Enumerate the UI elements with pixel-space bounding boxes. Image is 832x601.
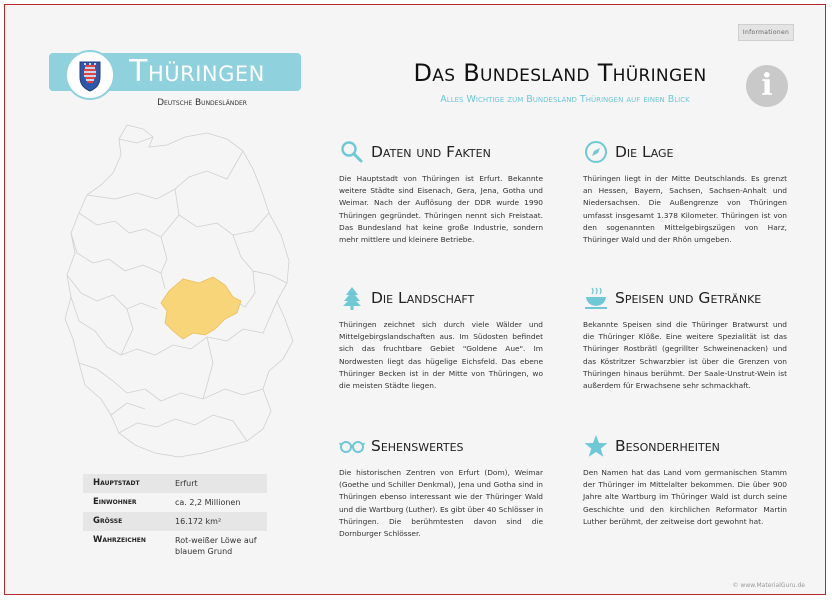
magnifier-icon — [339, 139, 365, 165]
info-tag: Informationen — [738, 24, 794, 41]
bowl-icon — [583, 285, 609, 311]
section-landschaft — [339, 285, 543, 392]
state-name: Thüringen — [129, 54, 265, 89]
fact-value: Rot-weißer Löwe auf blauem Grund — [175, 536, 257, 556]
fact-value: ca. 2,2 Millionen — [175, 498, 241, 507]
section-sehenswertes — [339, 433, 543, 540]
page-title: Das Bundesland Thüringen — [413, 59, 707, 87]
section-text: Thüringen liegt in der Mitte Deutschlands. Es grenzt an Hessen, Bayern, Sachsen, Sachsen-Anhalt und Niedersachsen. Die Außengrenze von Thüringen umfasst insgesamt 1.378 Kilometer. Thüringen ist von den sogenannten Mittelgebirgszügen von Harz, Thüringer Wald und der Rhön umgeben. — [583, 174, 787, 245]
section-text: Die historischen Zentren von Erfurt (Dom), Weimar (Goethe und Schiller Denkmal), Jena und Gotha sind in Thüringen ebenso interessant wie der Thüringer Wald und die Wartburg (Luther). Es gibt über 40 Schlösser in Thüringen. Die berühmtesten davon sind die Dornburger Schlösser. — [339, 468, 543, 539]
fact-key: Wahrzeichen — [93, 535, 146, 545]
fact-key: Größe — [93, 516, 123, 526]
thuringia-region — [161, 277, 241, 339]
page-subtitle: Alles Wichtige zum Bundesland Thüringen auf einen Blick — [440, 94, 690, 105]
fact-key: Hauptstadt — [93, 478, 140, 488]
section-text: Bekannte Speisen sind die Thüringer Bratwurst und die Thüringer Klöße. Eine weitere Spezialität ist das Thüringer Rostbrätl (gegrillter Schweinenacken) und das Köstritzer Schwarzbier ist über die Grenzen von Thüringen hinaus berühmt. Der Saale-Unstrut-Wein ist außerdem für Erwachsene sehr schmackhaft. — [583, 320, 787, 391]
section-lage — [583, 139, 787, 246]
section-text: Thüringen zeichnet sich durch viele Wälder und Mittelgebirgslandschaften aus. Im Südosten befindet sich das fruchtbare Gebiet "Goldene Aue". Im Nordwesten liegt das hügelige Eichsfeld. Das ebene Thüringer Becken ist in der Mitte von Thüringen, wo die meisten Städte liegen. — [339, 320, 543, 391]
compass-icon — [583, 139, 609, 165]
section-title: Daten und Fakten — [371, 143, 491, 161]
copyright-footer: © www.MaterialGuru.de — [732, 582, 805, 589]
section-title: Besonderheiten — [615, 437, 720, 455]
table-row — [83, 531, 267, 561]
worksheet — [4, 4, 826, 595]
section-speisen — [583, 285, 787, 392]
section-text: Die Hauptstadt von Thüringen ist Erfurt. Bekannte weitere Städte sind Eisenach, Gera, Jena, Gotha und Weimar. Nach der Auflösung der DDR wurde 1990 Thüringen gegründet. Thüringen nennt sich Freistaat. Das Bundesland hat keine große Industrie, sondern mehr mittlere und kleinere Betriebe. — [339, 174, 543, 245]
table-row — [83, 474, 267, 493]
fact-value: 16.172 km² — [175, 517, 222, 526]
facts-table — [83, 474, 267, 561]
fact-key: Einwohner — [93, 497, 137, 507]
table-row — [83, 512, 267, 531]
table-row — [83, 493, 267, 512]
glasses-icon — [339, 433, 365, 459]
star-icon — [583, 433, 609, 459]
tree-icon — [339, 285, 365, 311]
section-title: Sehenswertes — [371, 437, 464, 455]
germany-map — [57, 123, 307, 463]
section-daten — [339, 139, 543, 246]
section-besonderheiten — [583, 433, 787, 528]
section-text: Den Namen hat das Land vom germanischen Stamm der Thüringer im Mittelalter bekommen. Die über 900 Jahre alte Wartburg im Thüringer Wald ist durch seine Geschichte und den kirchlichen Reformator Martin Luther berühmt, der zeitweise dort gewohnt hat. — [583, 468, 787, 526]
section-title: Speisen und Getränke — [615, 289, 762, 307]
section-title: Die Landschaft — [371, 289, 475, 307]
fact-value: Erfurt — [175, 479, 198, 488]
banner-subtitle: Deutsche Bundesländer — [157, 98, 247, 108]
info-icon: i — [746, 65, 788, 107]
section-title: Die Lage — [615, 143, 674, 161]
